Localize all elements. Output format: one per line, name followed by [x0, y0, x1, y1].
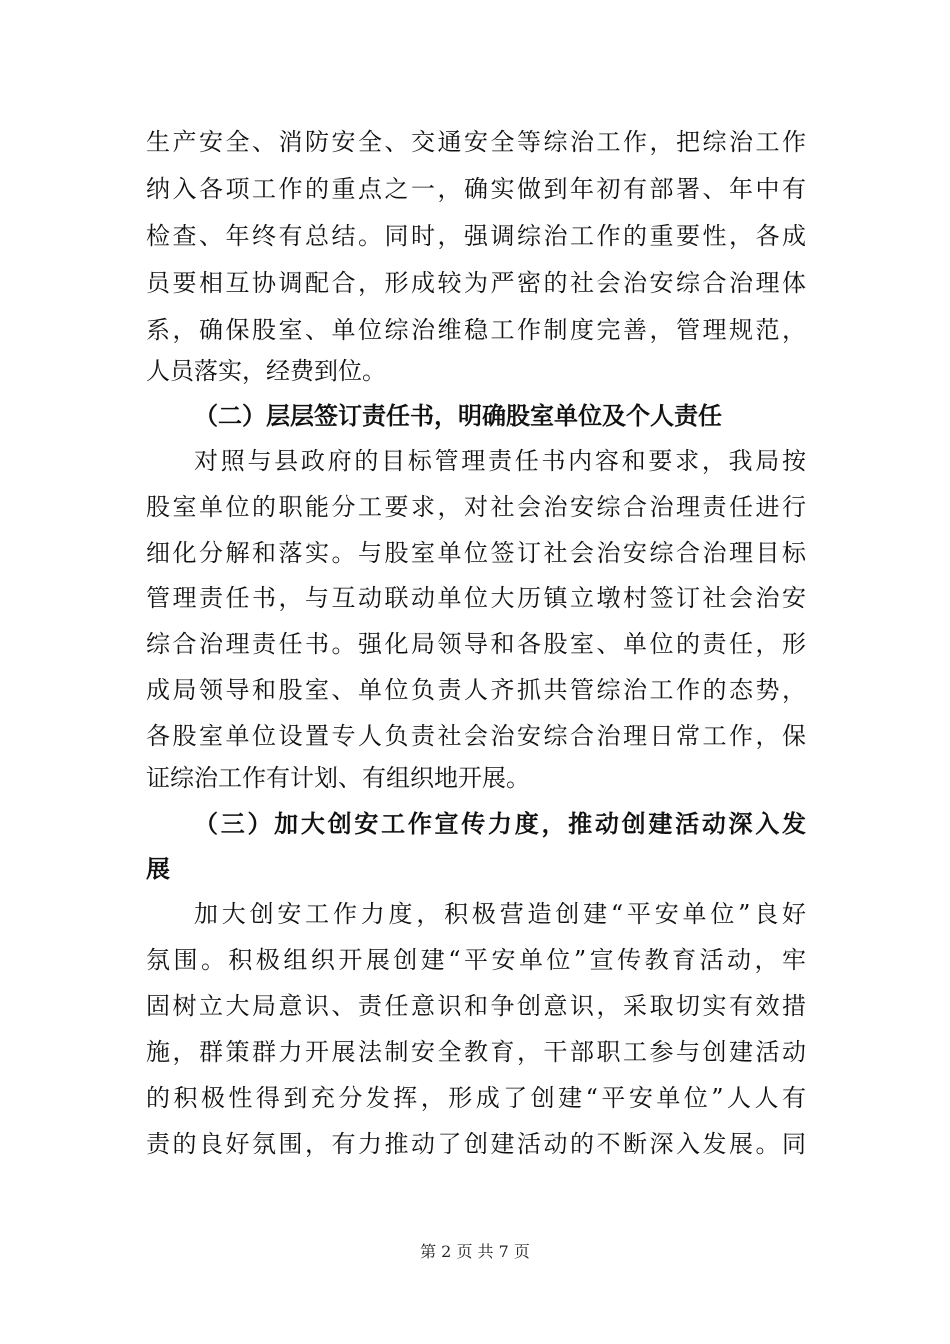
body-text-line: 成局领导和股室、单位负责人齐抓共管综治工作的态势，: [146, 676, 806, 704]
body-text-line: 对照与县政府的目标管理责任书内容和要求，我局按: [194, 447, 806, 475]
body-text-line: 管理责任书，与互动联动单位大历镇立墩村签订社会治安: [146, 584, 806, 612]
body-text-line: 综合治理责任书。强化局领导和各股室、单位的责任，形: [146, 630, 806, 658]
page-number-footer: 第 2 页 共 7 页: [420, 1242, 530, 1261]
body-text-line: 人员落实，经费到位。: [146, 357, 386, 385]
body-text-line: 生产安全、消防安全、交通安全等综治工作，把综治工作: [146, 128, 806, 156]
body-text-line: 的积极性得到充分发挥，形成了创建“平安单位”人人有: [146, 1084, 806, 1112]
body-text-line: 股室单位的职能分工要求，对社会治安综合治理责任进行: [146, 493, 806, 521]
body-text-line: 各股室单位设置专人负责社会治安综合治理日常工作，保: [146, 722, 806, 750]
body-text-line: 加大创安工作力度，积极营造创建“平安单位”良好: [194, 900, 806, 928]
body-text-line: 施，群策群力开展法制安全教育，干部职工参与创建活动: [146, 1038, 806, 1066]
body-text-line: 氛围。积极组织开展创建“平安单位”宣传教育活动，牢: [146, 946, 806, 974]
body-text-line: 系，确保股室、单位综治维稳工作制度完善，管理规范，: [146, 316, 806, 344]
body-text-line: 细化分解和落实。与股室单位签订社会治安综合治理目标: [146, 539, 806, 567]
body-text-line: 证综治工作有计划、有组织地开展。: [146, 764, 530, 792]
body-text-line: 检查、年终有总结。同时，强调综治工作的重要性，各成: [146, 222, 806, 250]
body-text-line: 员要相互协调配合，形成较为严密的社会治安综合治理体: [146, 269, 806, 297]
body-text-line: 纳入各项工作的重点之一，确实做到年初有部署、年中有: [146, 175, 806, 203]
body-text-line: 固树立大局意识、责任意识和争创意识，采取切实有效措: [146, 992, 806, 1020]
section-heading-continued: 展: [146, 855, 170, 883]
section-heading: （三）加大创安工作宣传力度，推动创建活动深入发: [194, 810, 806, 838]
body-text-line: 责的良好氛围，有力推动了创建活动的不断深入发展。同: [146, 1130, 806, 1158]
section-heading: （二）层层签订责任书，明确股室单位及个人责任: [194, 402, 722, 430]
